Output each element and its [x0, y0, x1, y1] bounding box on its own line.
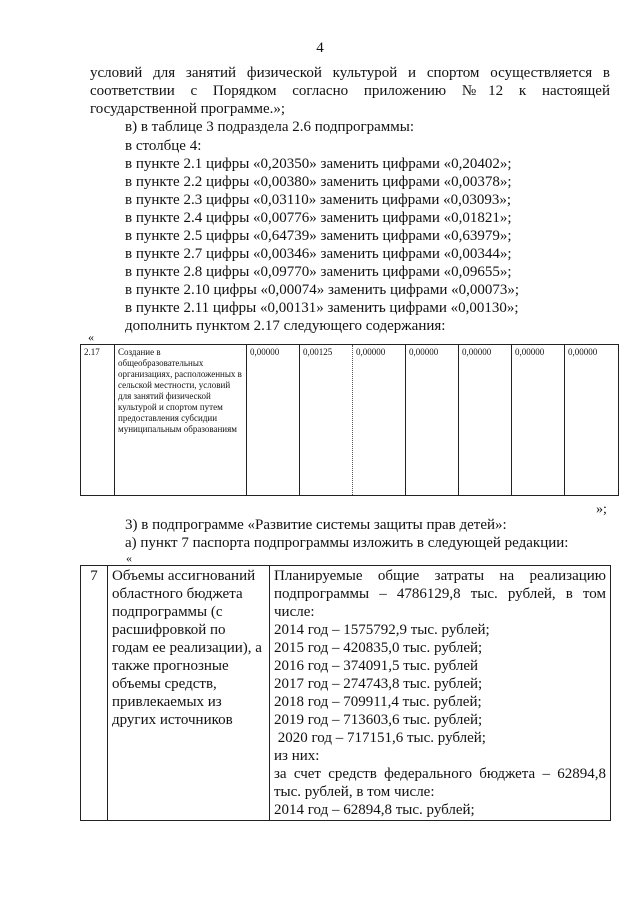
value-cell: 0,00000 [459, 345, 512, 496]
addition-line: дополнить пунктом 2.17 следующего содержания: [125, 318, 446, 334]
row-number: 7 [81, 566, 108, 821]
item-3: 3) в подпрограмме «Развитие системы защиты прав детей»: [125, 517, 507, 533]
row-description: Создание в общеобразовательных организациях, расположенных в сельской местности, условий для занятий физической культурой и спортом путем предоставления субсидии муниципальным образованиям [115, 345, 247, 496]
open-quote: « [88, 330, 94, 344]
item-v: в) в таблице 3 подраздела 2.6 подпрограммы: [125, 119, 415, 135]
open-quote-2: « [126, 551, 132, 565]
replacement-line: в пункте 2.5 цифры «0,64739» заменить цифрами «0,63979»; [125, 228, 512, 244]
year-line: 2016 год – 374091,5 тыс. рублей [274, 658, 479, 674]
table-row [81, 345, 619, 496]
replacement-line: в пункте 2.4 цифры «0,00776» заменить цифрами «0,01821»; [125, 210, 512, 226]
year-line: 2014 год – 1575792,9 тыс. рублей; [274, 622, 490, 638]
replacement-line: в пункте 2.7 цифры «0,00346» заменить цифрами «0,00344»; [125, 246, 512, 262]
table-3-excerpt [80, 344, 619, 496]
replacement-line: в пункте 2.3 цифры «0,03110» заменить цифрами «0,03093»; [125, 192, 512, 208]
year-line: 2015 год – 420835,0 тыс. рублей; [274, 640, 483, 656]
row-number: 2.17 [81, 345, 115, 496]
item-a: а) пункт 7 паспорта подпрограммы изложить в следующей редакции: [125, 535, 569, 551]
row-content [270, 566, 611, 821]
year-line: 2017 год – 274743,8 тыс. рублей; [274, 676, 483, 692]
total-text: Планируемые общие затраты на реализацию подпрограммы – 4786129,8 тыс. рублей, в том числе: [274, 568, 606, 620]
value-cell: 0,00000 [247, 345, 300, 496]
value-cell: 0,00000 [353, 345, 406, 496]
value-cell: 0,00000 [512, 345, 565, 496]
intro-paragraph: условий для занятий физической культурой и спортом осуществляется в соответствии с Порядком согласно приложению №12 к настоящей государственной программе.»; [90, 65, 610, 117]
federal-2014: 2014 год – 62894,8 тыс. рублей; [274, 802, 475, 818]
replacement-line: в пункте 2.11 цифры «0,00131» заменить цифрами «0,00130»; [125, 300, 519, 316]
year-line: 2020 год – 717151,6 тыс. рублей; [274, 730, 486, 746]
row-label: Объемы ассигнований областного бюджета подпрограммы (с расшифровкой по годам ее реализации), а также прогнозные объемы средств, привлекаемых из других источников [108, 566, 270, 821]
replacement-line: в пункте 2.10 цифры «0,00074» заменить цифрами «0,00073»; [125, 282, 520, 298]
year-line: 2019 год – 713603,6 тыс. рублей; [274, 712, 483, 728]
replacement-line: в пункте 2.1 цифры «0,20350» заменить цифрами «0,20402»; [125, 156, 512, 172]
replacement-line: в пункте 2.2 цифры «0,00380» заменить цифрами «0,00378»; [125, 174, 512, 190]
value-cell: 0,00125 [300, 345, 353, 496]
value-cell: 0,00000 [406, 345, 459, 496]
close-quote: »; [596, 502, 607, 517]
of-them-label: из них: [274, 748, 320, 764]
table-row [81, 566, 611, 821]
passport-table [80, 565, 611, 821]
federal-text: за счет средств федерального бюджета – 62894,8 тыс. рублей, в том числе: [274, 766, 606, 800]
column4-label: в столбце 4: [125, 138, 202, 154]
replacement-line: в пункте 2.8 цифры «0,09770» заменить цифрами «0,09655»; [125, 264, 512, 280]
year-line: 2018 год – 709911,4 тыс. рублей; [274, 694, 482, 710]
page-number: 4 [316, 40, 324, 56]
value-cell: 0,00000 [565, 345, 619, 496]
